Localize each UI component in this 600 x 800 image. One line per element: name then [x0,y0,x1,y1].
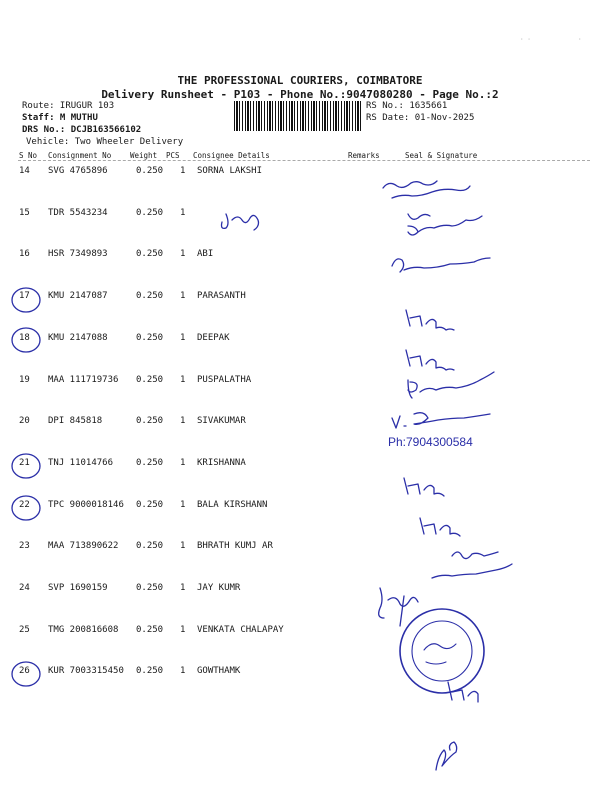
row-consignee: BHRATH KUMJ AR [197,541,273,552]
row-sno: 14 [19,166,30,176]
row-weight: 0.250 [136,624,164,635]
row-consignment-no: KMU 2147087 [48,291,108,302]
col-header-seal: Seal & Signature [405,151,478,160]
row-sno: 18 [19,332,30,343]
signature-row-21 [404,478,444,496]
rs-number: RS No.: 1635661 [366,101,448,111]
vehicle-label: Vehicle: Two Wheeler Delivery [26,137,184,147]
row-sno: 19 [19,374,30,385]
col-header-remarks: Remarks [348,151,380,160]
row-weight: 0.250 [136,166,164,176]
row-consignment-no: MAA 111719736 [48,374,119,385]
row-pcs: 1 [180,499,186,510]
row-weight: 0.250 [136,499,164,510]
row-pcs: 1 [180,374,186,385]
col-header-sno: S No [19,151,38,160]
row-pcs: 1 [180,541,186,552]
row-weight: 0.250 [136,249,164,260]
row-pcs: 1 [180,624,186,635]
signature-row-24 [379,588,418,626]
circle-mark-22 [12,496,40,520]
row-weight: 0.250 [136,374,164,385]
row-consignee: SIVAKUMAR [197,416,246,427]
row-consignment-no: HSR 7349893 [48,249,108,260]
row-consignee: PUSPALATHA [197,374,252,385]
row-weight: 0.250 [136,583,164,593]
circle-mark-26 [12,662,40,686]
col-header-consignment: Consignment No [48,151,112,160]
circle-mark-21 [12,454,40,478]
scan-mark: · · [520,36,531,43]
row-sno: 25 [19,624,30,635]
rs-date: RS Date: 01-Nov-2025 [366,113,475,123]
row-consignment-no: TMG 200816608 [48,624,119,635]
signature-bottom [436,742,457,770]
row-consignment-no: KUR 7003315450 [48,666,124,677]
row-consignee: GOWTHAMK [197,666,241,677]
row-sno: 15 [19,207,30,218]
row-sno: 23 [19,541,30,552]
row-consignment-no: SVG 4765896 [48,166,108,176]
staff-label: Staff: M MUTHU [22,113,98,123]
signature-row-16 [392,258,490,272]
row-weight: 0.250 [136,541,164,552]
row-consignee: VENKATA CHALAPAY [197,624,284,635]
row-consignment-no: TPC 9000018146 [48,499,124,510]
signature-row-20 [392,413,490,428]
company-title: THE PROFESSIONAL COURIERS, COIMBATORE [177,74,423,87]
signature-row-19 [408,372,494,398]
row-consignment-no: MAA 713890622 [48,541,119,552]
row-pcs: 1 [180,666,186,677]
row-pcs: 1 [180,249,186,260]
col-header-consignee: Consignee Details [193,151,270,160]
col-header-pcs: PCS [166,151,180,160]
route-label: Route: IRUGUR 103 [22,101,115,111]
row-weight: 0.250 [136,332,164,343]
row-consignment-no: TDR 5543234 [48,207,108,218]
row-consignee: BALA KIRSHANN [197,499,268,510]
col-header-weight: Weight [130,151,158,160]
row-sno: 24 [19,583,30,593]
circle-mark-18 [12,328,40,352]
signature-row-23 [432,552,512,578]
row-consignee: ABI [197,249,214,260]
scan-mark: · [578,36,582,43]
signature-row-17 [406,310,454,330]
row-pcs: 1 [180,583,186,593]
row-weight: 0.250 [136,291,164,302]
row-pcs: 1 [180,166,186,176]
row-consignment-no: TNJ 11014766 [48,457,114,468]
row-consignee: SORNA LAKSHI [197,166,263,176]
signature-row-18 [406,350,454,370]
row-pcs: 1 [180,207,186,218]
signature-row-15 [408,214,482,235]
row-weight: 0.250 [136,416,164,427]
row-pcs: 1 [180,457,186,468]
handwritten-phone: Ph:7904300584 [388,435,473,449]
row-consignment-no: DPI 845818 [48,416,103,427]
company-seal-stamp [400,609,484,693]
row-sno: 21 [19,457,30,468]
row-sno: 20 [19,416,30,427]
row-consignee: PARASANTH [197,291,246,302]
circle-mark-17 [12,288,40,312]
row-consignment-no: KMU 2147088 [48,332,108,343]
row-consignment-no: SVP 1690159 [48,583,108,593]
row-consignee: KRISHANNA [197,457,246,468]
row-pcs: 1 [180,291,186,302]
drs-label: DRS No.: DCJB163566102 [22,125,142,135]
row-consignee: DEEPAK [197,332,230,343]
row-weight: 0.250 [136,207,164,218]
row-pcs: 1 [180,332,186,343]
row-weight: 0.250 [136,457,164,468]
row-sno: 22 [19,499,30,510]
signature-row-22 [420,518,460,536]
row-sno: 26 [19,666,30,677]
signature-row-15-name [222,214,259,230]
runsheet-subtitle: Delivery Runsheet - P103 - Phone No.:9047080280 - Page No.:2 [101,88,499,101]
row-weight: 0.250 [136,666,164,677]
row-consignee: JAY KUMR [197,583,241,593]
row-pcs: 1 [180,416,186,427]
row-sno: 16 [19,249,30,260]
row-sno: 17 [19,291,30,302]
signature-row-14 [383,181,470,198]
